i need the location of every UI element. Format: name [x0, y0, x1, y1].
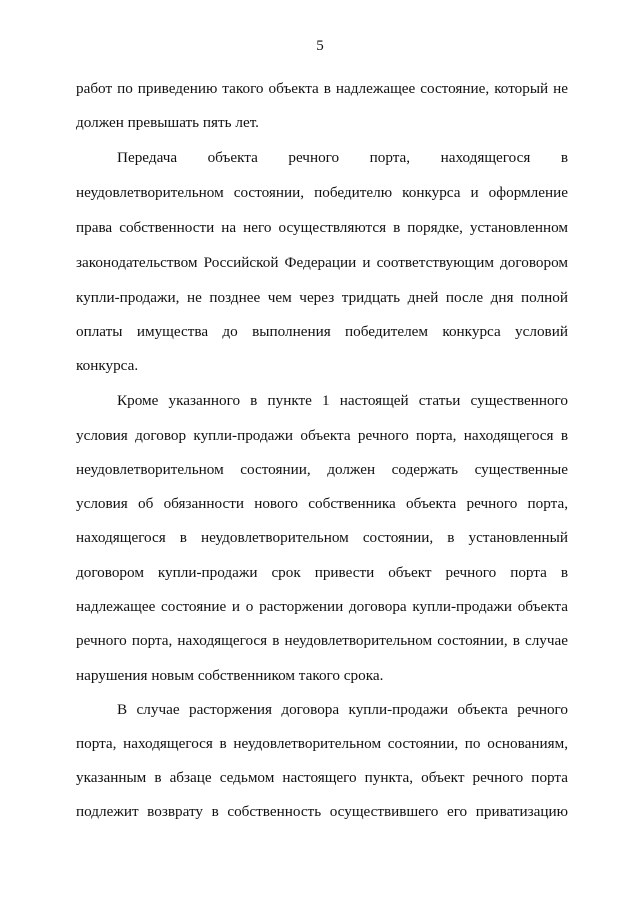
paragraph-1-line-1: работ по приведению такого объекта в надлежащее состояние, который не — [76, 80, 568, 97]
paragraph-2-line-7: конкурса. — [76, 357, 139, 374]
paragraph-3-line-4: условия об обязанности нового собственника объекта речного порта, — [76, 495, 568, 512]
paragraph-2-line-3: права собственности на него осуществляются в порядке, установленном — [76, 219, 568, 236]
paragraph-2-line-6: оплаты имущества до выполнения победителем конкурса условий — [76, 323, 568, 340]
paragraph-2-line-1: Передача объекта речного порта, находящегося в — [117, 149, 568, 166]
paragraph-3-line-1: Кроме указанного в пункте 1 настоящей статьи существенного — [117, 392, 568, 409]
paragraph-2-line-2: неудовлетворительном состоянии, победителю конкурса и оформление — [76, 184, 568, 201]
paragraph-4-line-3: указанным в абзаце седьмом настоящего пункта, объект речного порта — [76, 769, 568, 786]
paragraph-3-line-5: находящегося в неудовлетворительном состоянии, в установленный — [76, 529, 568, 546]
paragraph-3-line-8: речного порта, находящегося в неудовлетворительном состоянии, в случае — [76, 632, 568, 649]
paragraph-2-line-5: купли-продажи, не позднее чем через тридцать дней после дня полной — [76, 289, 568, 306]
paragraph-3-line-2: условия договор купли-продажи объекта речного порта, находящегося в — [76, 427, 568, 444]
paragraph-3-line-7: надлежащее состояние и о расторжении договора купли-продажи объекта — [76, 598, 568, 615]
paragraph-3-line-6: договором купли-продажи срок привести объект речного порта в — [76, 564, 568, 581]
paragraph-3-line-3: неудовлетворительном состоянии, должен содержать существенные — [76, 461, 568, 478]
paragraph-4-line-2: порта, находящегося в неудовлетворительном состоянии, по основаниям, — [76, 735, 568, 752]
paragraph-3-line-9: нарушения новым собственником такого срока. — [76, 667, 384, 684]
page-number: 5 — [316, 38, 324, 54]
paragraph-1-line-2: должен превышать пять лет. — [76, 114, 259, 131]
paragraph-2-line-4: законодательством Российской Федерации и соответствующим договором — [76, 254, 568, 271]
paragraph-4-line-1: В случае расторжения договора купли-продажи объекта речного — [117, 701, 568, 718]
paragraph-4-line-4: подлежит возврату в собственность осуществившего его приватизацию — [76, 803, 568, 820]
